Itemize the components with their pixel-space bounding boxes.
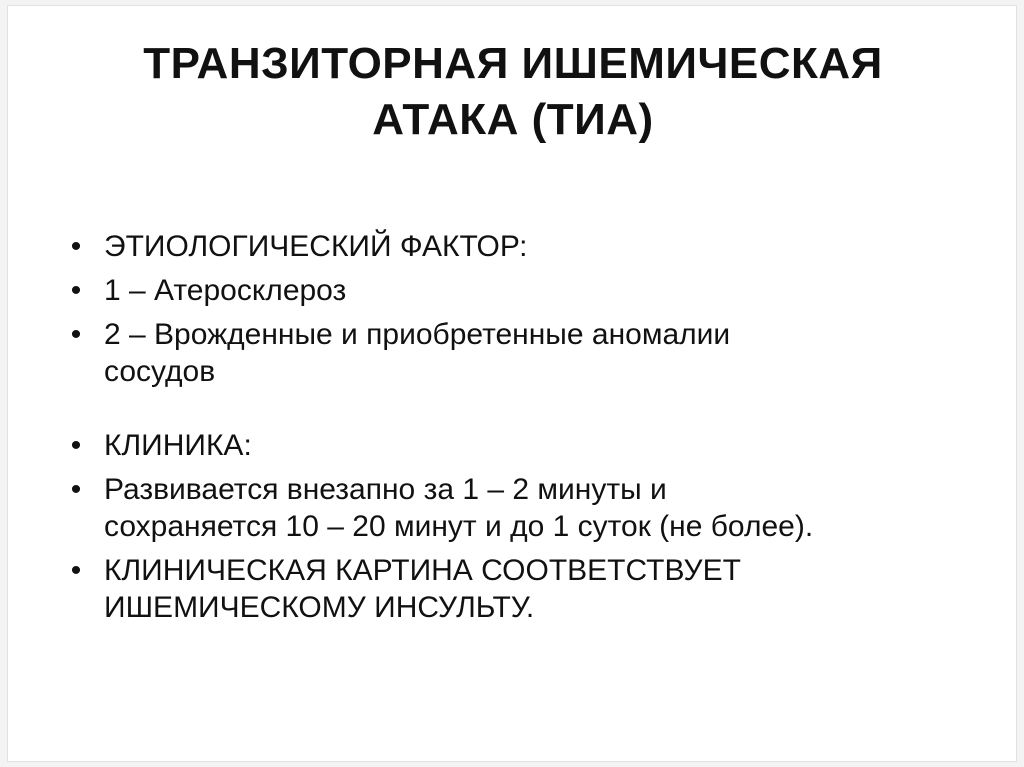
bullet-text: 1 – Атеросклероз (104, 274, 347, 307)
bullet-text-line-1: КЛИНИЧЕСКАЯ КАРТИНА СООТВЕТСТВУЕТ (104, 554, 741, 587)
bullet-text-line-2: ИШЕМИЧЕСКОМУ ИНСУЛЬТУ. (104, 591, 535, 624)
bullet-icon: • (70, 274, 82, 307)
bullet-item-clinical-picture (66, 552, 966, 626)
bullet-item-atherosclerosis (66, 272, 966, 309)
bullet-text-line-2: сохраняется 10 – 20 минут и до 1 суток (не более). (104, 510, 814, 543)
bullet-text: КЛИНИКА: (104, 429, 252, 462)
bullet-text: ЭТИОЛОГИЧЕСКИЙ ФАКТОР: (104, 230, 528, 263)
slide-title (8, 36, 1018, 148)
bullet-text-line-2: сосудов (104, 355, 216, 388)
slide (7, 5, 1017, 762)
slide-title-line-2: АТАКА (ТИА) (372, 95, 654, 144)
bullet-icon: • (70, 318, 82, 351)
bullet-list (66, 228, 966, 633)
bullet-icon: • (70, 230, 82, 263)
slide-title-line-1: ТРАНЗИТОРНАЯ ИШЕМИЧЕСКАЯ (143, 39, 883, 88)
bullet-item-vessel-anomalies (66, 316, 966, 390)
bullet-icon: • (70, 554, 82, 587)
bullet-text-line-1: Развивается внезапно за 1 – 2 минуты и (104, 473, 667, 506)
bullet-icon: • (70, 429, 82, 462)
bullet-text-line-1: 2 – Врожденные и приобретенные аномалии (104, 318, 731, 351)
bullet-item-onset-duration (66, 471, 966, 545)
bullet-item-etiology-heading (66, 228, 966, 265)
bullet-item-clinic-heading (66, 427, 966, 464)
bullet-icon: • (70, 473, 82, 506)
